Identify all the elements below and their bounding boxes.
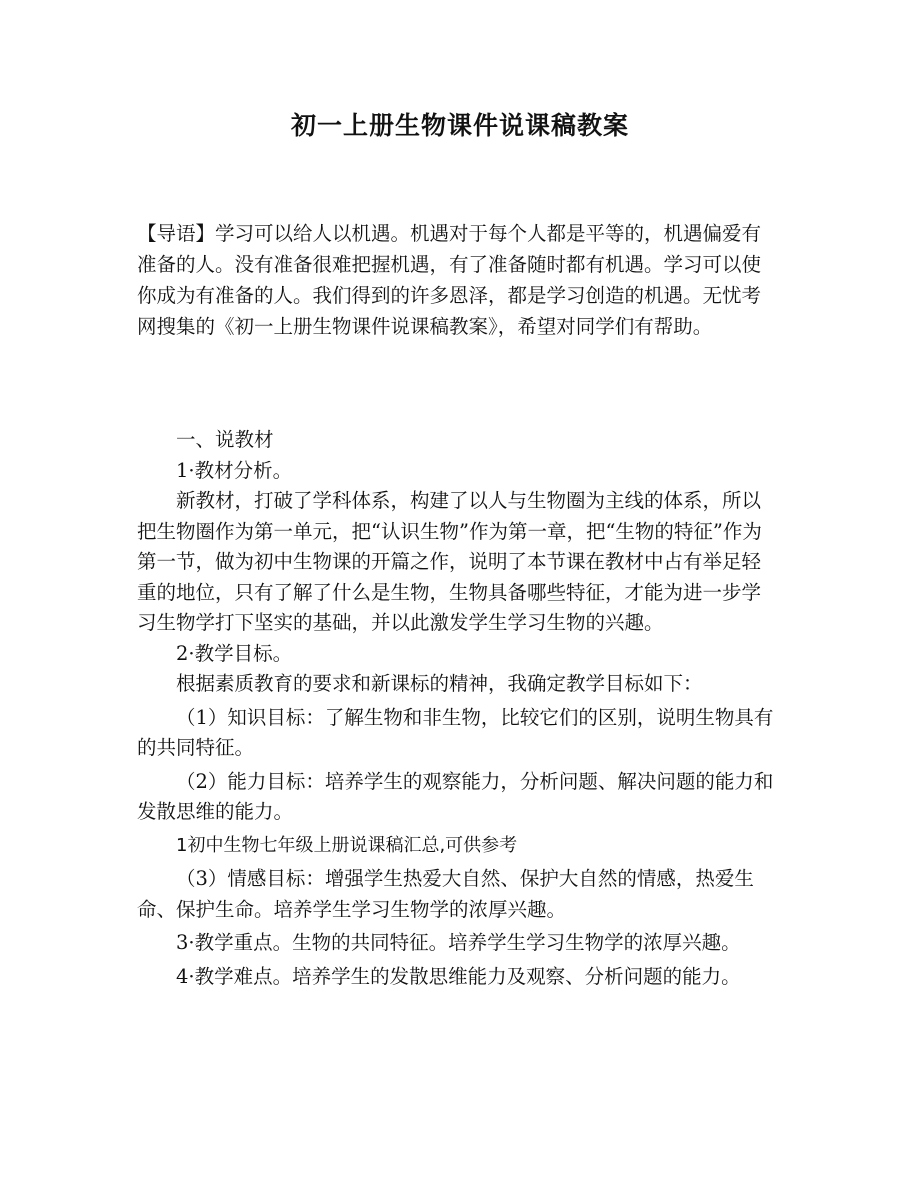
page-title: 初一上册生物课件说课稿教案 — [290, 111, 629, 140]
body-paragraph: （1）知识目标：了解生物和非生物，比较它们的区别，说明生物具有的共同特征。 — [137, 705, 774, 759]
document-body — [137, 425, 777, 992]
body-paragraph: 新教材，打破了学科体系，构建了以人与生物圈为主线的体系，所以把生物圈作为第一单元，把“认识生物”作为第一章，把“生物的特征”作为第一节，做为初中生物课的开篇之作，说明了本节课在教材中占有举足轻重的地位，只有了解了什么是生物，生物具备哪些特征，才能为进一步学习生物学打下坚实的基础，并以此激发学生学习生物的兴趣。 — [137, 489, 762, 634]
body-paragraph: （2）能力目标：培养学生的观察能力，分析问题、解决问题的能力和发散思维的能力。 — [137, 769, 774, 823]
subsection-heading: 1·教材分析。 — [176, 458, 293, 482]
related-note: 1初中生物七年级上册说课稿汇总,可供参考 — [176, 834, 518, 856]
body-paragraph: 3·教学重点。生物的共同特征。培养学生学习生物学的浓厚兴趣。 — [176, 931, 741, 954]
body-paragraph: 4·教学难点。培养学生的发散思维能力及观察、分析问题的能力。 — [176, 964, 741, 988]
subsection-heading: 2·教学目标。 — [176, 641, 293, 665]
body-paragraph: 根据素质教育的要求和新课标的精神，我确定教学目标如下： — [176, 672, 703, 695]
section-heading: 一、说教材 — [176, 428, 274, 451]
body-paragraph: （3）情感目标：增强学生热爱大自然、保护大自然的情感，热爱生命、保护生命。培养学生学习生物学的浓厚兴趣。 — [137, 867, 754, 921]
intro-paragraph: 【导语】学习可以给人以机遇。机遇对于每个人都是平等的，机遇偏爱有准备的人。没有准备很难把握机遇，有了准备随时都有机遇。学习可以使你成为有准备的人。我们得到的许多恩泽，都是学习创造的机遇。无忧考网搜集的《初一上册生物课件说课稿教案》，希望对同学们有帮助。 — [137, 222, 762, 338]
